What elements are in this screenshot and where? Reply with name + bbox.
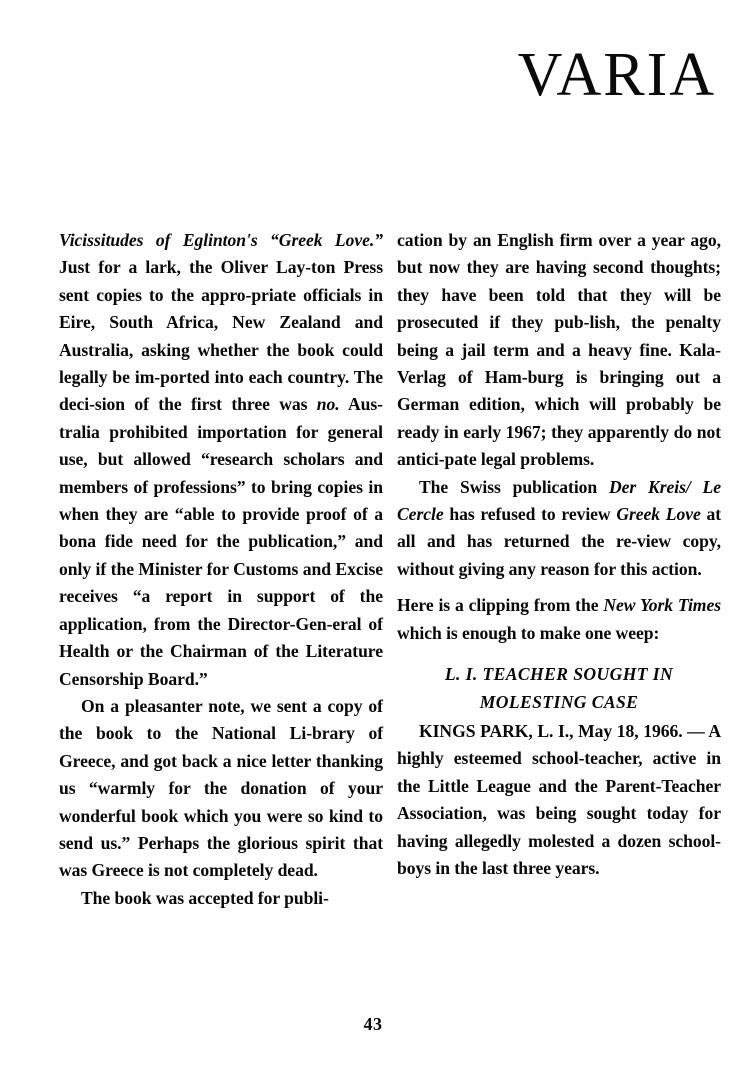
paragraph	[59, 885, 383, 912]
right-column	[397, 227, 721, 912]
page-title: VARIA	[517, 41, 716, 109]
paragraph	[397, 474, 721, 584]
paragraph	[59, 693, 383, 885]
italic-run: New York Times	[603, 595, 721, 616]
clipping-headline	[397, 661, 721, 716]
text-run: Just for a lark, the Oliver Lay-ton Press sent copies to the appro-priate officials in Eire, South Africa, New Zealand and Australia, asking whether the book could legally be im-ported into each country. The deci-sion of the first three was	[59, 257, 383, 415]
text-run: Aus-tralia prohibited importation for general use, but allowed “research scholars and members of professions” to bring copies in when they are “able to provide proof of a bona fide need for the publication,” and only if the Minister for Customs and Excise receives “a report in support of the application, from the Director-Gen-eral of Health or the Chairman of the Literature Censorship Board.”	[59, 394, 383, 689]
paragraph	[397, 592, 721, 647]
italic-run: Greek Love	[616, 504, 701, 525]
paragraph	[59, 227, 383, 693]
italic-run: no.	[316, 394, 340, 415]
text-run: On a pleasanter note, we sent a copy of the book to the National Li-brary of Greece, and got back a nice letter thanking us “warmly for the donation of your wonderful book which you were so kind to send us.” Perhaps the glorious spirit that was Greece is not completely dead.	[59, 695, 383, 881]
page-number: 43	[363, 1014, 383, 1034]
clipping-headline-line-1: L. I. TEACHER SOUGHT IN	[444, 664, 674, 685]
paragraph	[397, 227, 721, 474]
two-column-body	[59, 227, 722, 912]
text-run: which is enough to make one weep:	[397, 622, 660, 643]
clipping-body-paragraph	[397, 718, 721, 882]
text-run: Here is a clipping from the	[397, 595, 604, 616]
left-column	[59, 227, 383, 912]
text-run: cation by an English firm over a year ago, but now they are having second thoughts; they have been told that they will be prosecuted if they pub-lish, the penalty being a jail term and a heavy fine. Kala-Verlag of Ham-burg is bringing out a German edition, which will probably be ready in early 1967; they apparently do not antici-pate legal problems.	[397, 230, 721, 470]
masthead	[0, 41, 716, 109]
italic-run: Der Kreis/ Le Cercle	[397, 476, 722, 525]
text-run: The Swiss publication	[419, 476, 609, 497]
italic-run: Vicissitudes of Eglinton's “Greek Love.”	[59, 230, 383, 250]
clipping-headline-line-2: MOLESTING CASE	[479, 691, 639, 712]
text-run: KINGS PARK, L. I., May 18, 1966. — A highly esteemed school-teacher, active in the Little League and the Parent-Teacher Association, was being sought today for having allegedly molested a dozen school-boys in the last three years.	[397, 720, 721, 878]
text-run: at all and has returned the re-view copy, without giving any reason for this action.	[397, 504, 722, 579]
text-run: The book was accepted for publi-	[81, 887, 329, 908]
text-run: has refused to review	[443, 504, 617, 525]
